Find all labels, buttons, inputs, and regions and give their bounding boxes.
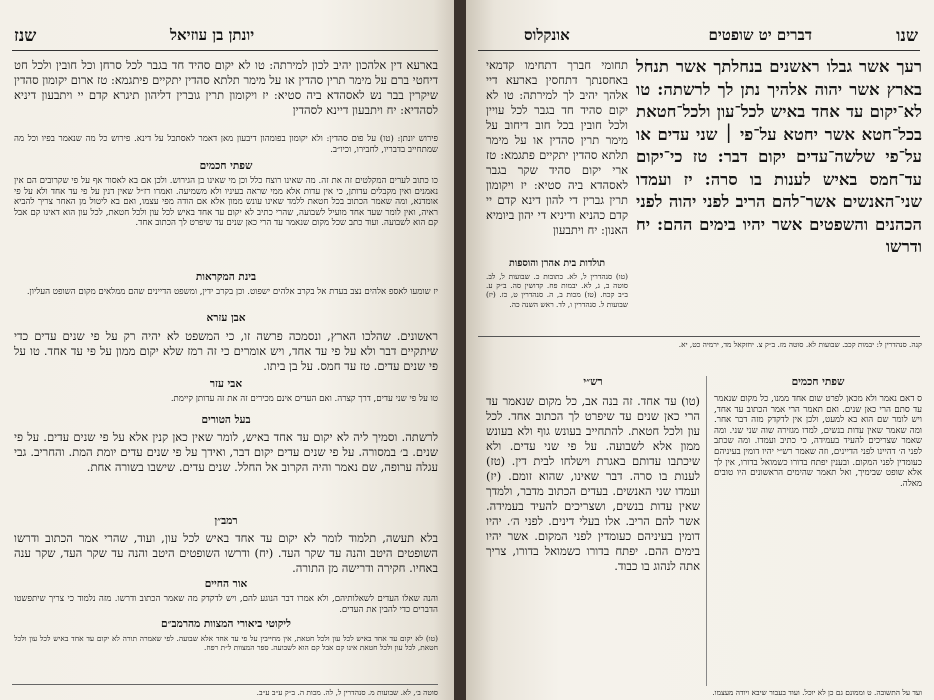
right-page (466, 0, 934, 700)
left-running-title: יונתן בן עוזיאל (170, 26, 255, 44)
likutei-text: (טו) לא יקום עד אחד באיש לכל עון ולכל חטאת, אין מחייבין על פי עד אחד אלא שבועה. לפי שאמרה תורה לא יקום עד אחד באיש לכל עון ולכל חטאת, לכל עון ולכל חטאת אינו קם אבל קם הוא לשבועה. ספר המצוות ל״ת רפח. (14, 634, 438, 653)
toldot-title: תולדות בית אהרן והוספות (508, 258, 606, 269)
header-rule (478, 50, 920, 51)
toldot-text: (טו) סנהדרין ל, לא. כתובות כ. שבועות ל, לב. סוטה ב, ג, לא. יבמות פח. קדושין סה. ב״ק ע. ב״ב קכח. (טז) מכות ב, ה. סנהדרין ט, כז. (יז) שבועות ל. סנהדרין ו, לד. ראש השנה כה. (486, 272, 628, 309)
left-page-number: שנז (14, 26, 37, 46)
left-page (0, 0, 456, 700)
onkelos-title: אונקלוס (524, 26, 570, 44)
binat-hamikraot-title: בינת המקראות (195, 271, 257, 283)
right-footer-text: ועד על התשובה. ט וממונם גם כן לא יוכל. ועוד בעבור שיבא ויודה מעצמו. (712, 688, 922, 697)
rashi-title: רש״י (583, 376, 603, 388)
avi-ezer-text: טו על פי שני עדים, דרך קצרה. ואם העדים אינם מכירים זה את זה עדותן קיימת. (170, 394, 438, 404)
baal-haturim-text: לרשתה. וסמיך ליה לא יקום עד אחד באיש, לומר שאין כאן קנין אלא על פי שנים עדים. על פי שנים. ב׳ במסורה. על פי שנים עדים יקום דבר, ואידך על פי שנים עדים יומת המת. והחריב. גבי עגלה ערופה, שם נאמר והיה הקרוב אל החלל. שנים עדים. שישבו בשורה אחת. (14, 430, 438, 474)
likutei-title: ליקוטי ביאורי המצוות מהרמב״ם (161, 618, 291, 630)
right-running-title: דברים יט שופטים (708, 26, 812, 44)
ramban-title: רמב״ן (214, 515, 238, 527)
or-hachaim-title: אור החיים (204, 578, 248, 590)
baal-haturim-title: בעל הטורים (201, 414, 251, 426)
even-ezra-text: ראשונים. שהלכו הארץ, ונסמכה פרשה זו, כי המשפט לא יהיה רק על פי שנים עדים כדי שיתקיים דבר ולא על פי עד אחד, ויש אומרים כי זה רמז שלא יקום ממון על פי עד אחד. טו על פי שנים עדים. טז עד חמס. על בן ביתו. (14, 329, 438, 373)
binat-hamikraot-text: יז שומעו לאספ אלהים נצב בעדת אל בקרב אלהים ישפוט. וכן בקרב ידין, ומשפט הדיינים שהם ממלאים מקום השופט העליון. (26, 287, 438, 297)
left-footer-text: סוטה ב׳, לא. שבועות מ. סנהדרין ל, לה. מכות ה. ב״ק ע״ב ע״ב. (256, 688, 438, 697)
sifsei-chachamim-text: כו כתוב לערים המקלטים זה את זה. מה שאינו רוצח כלל וכן מי שאינו בן הגירוש. ולכן אם בא לאסור אף על פי שקרובים הם אין נאמנים ואין מקבלים עדותן, כי אין עדות אלא ממי שראה בעיניו ולא משמיעה. ואמרו רז״ל שאין דנין על פי עד אחד ולא על פי אומדנא, ומה שאמר הכתוב בכל חטאת ללמד שאינו עונש ממון אלא אם הודה מפי עצמו, ואם בא ליטול מן האחר צריך להביא ראיה, ואין לומר שעד אחד מועיל לשבועה, שהרי כתיב לא יקום עד אחד באיש לכל עון ולכל חטאת, לכל עון הוא דאינו קם אבל קם הוא לשבועה. ועוד כתב שכל מקום שנאמר עד הרי כאן שנים עד שיפרט לך הכתוב אחד. (14, 176, 438, 229)
torah-text: רעך אשר גבלו ראשנים בנחלתך אשר תנחל בארץ אשר יהוה אלהיך נתן לך לרשתה: טו לא־יקום עד אחד באיש לכל־עון ולכל־חטאת בכל־חטא אשר יחטא על־פי ׀ שני עדים או על־פי שלשה־עדים יקום דבר: טז כי־יקום עד־חמס באיש לענות בו סרה: יז ועמדו שני־האנשים אשר־להם הריב לפני יהוה לפני הכהנים והשפטים אשר יהיו בימים ההם: יח ודרשו (636, 57, 922, 256)
rashi-text: (טו) עד אחד. זה בנה אב, כל מקום שנאמר עד הרי כאן שנים עד שיפרט לך הכתוב אחד. לכל עון ולכל חטאת. להתחייב בעונש גוף ולא בעונש ממון אלא לשבועה. על פי שני עדים. ולא שיכתבו עדותם באגרת וישלחו לבית דין. (טז) לענות בו סרה. דבר שאינו, שהוא זומם. (יז) ועמדו שני האנשים. בעדים הכתוב מדבר, ולמדך שאין עדות בנשים, ושצריכים להעיד בעמידה. אשר להם הריב. אלו בעלי דינים. לפני ה׳. יהיו דומין בעיניהם כעומדין לפני המקום. אשר יהיו בימים ההם. יפתח בדורו כשמואל בדורו, צריך אתה לנהוג בו כבוד. (486, 394, 700, 573)
footer-rule (12, 684, 438, 685)
right-page-number: שנו (896, 26, 918, 46)
sifsei-chachamim-text-right: ס דאם נאמר ולא מכאן לפרט שום אחד ממנו, כל מקום שנאמר עד סתם הרי כאן שנים. ואם תאמר הרי אמר הכתוב עד אחד, ויש לומר שם הוא בא למעט, ולכן אין לדקדק מזה דבר אחר. ומה שאמר שאין עדות בנשים, למדו מגזירה שוה שני שני. ומה שאמר שצריכים להעיד בעמידה, כי כתיב ועמדו. ומה שכתב לפני ה׳ דהיינו לפני הדיינים, וזה שאמר רש״י יהיו דומין בעיניהם כעומדין לפני המקום. ובענין יפתח בדורו כשמואל בדורו, אין לך אלא שופט שבימיך, ואל תאמר שהימים הראשונים היו טובים מאלה. (714, 394, 922, 489)
onkelos-text: תחומי חברך דתחימו קדמאי באחסנתך דתחסין בארעא דיי אלהך יהיב לך למירתה: טו לא יקום סהיד חד בגבר לכל עויין ולכל חובין בכל חוב דיחוב על מימר תרין סהדין או על מימר תלתא סהדין יתקיים פתגמא: טז ארי יקום סהיד שקר בגבר לאסהדא ביה סטיא: יז ויקומון תרין גברין די להון דינא קדם יי קדם כהניא ודיניא די יהון ביומיא האנון: יח ויתבעון (486, 58, 628, 237)
sifsei-chachamim-title-right: שפתי חכמים (791, 376, 845, 388)
column-divider (706, 376, 707, 686)
perush-yonatan-text: פירוש יונתן: (טו) על פום סהדין: ולא יקומון בפומהון דיבעון מאן דאמר לאסתכל על דינא. פירוש כל מה שנאמר בפיו וכל מה שמתחייב בדבריו, לחבירו, וכיו״ב. (14, 134, 438, 155)
targum-yonatan-text: בארעא דין אלהכון יהיב לכון למירתה: טו לא יקום סהיד חד בגבר לכל סרחן וכל חובין ולכל חט דיחטי ברם על מימר תרין סהדין או על מימר תלתא סהדין יתקיים פיתגמא: טז ארום יקומון סהדין שיקרין בבר נש לאסהדא ביה סטיא: יז ויקומון תרין גוברין דליהון תיגרא קדם יי ויתבעון דיניא לסהדיא: יח ויתבעון דיינא לסהדין (14, 58, 438, 117)
or-hachaim-text: והנה שאלו העדים לשאלותיהם, ולא אמרו דבר הנוגע להם, ויש לדקדק מה שאמר הכתוב ודרשו. מזה נלמוד כי צריך שיתפשטו הדברים כדי להבין את העדים. (14, 594, 438, 615)
avi-ezer-title: אבי עזר (209, 378, 243, 390)
ramban-text: בלא תעשה, תלמוד לומר לא יקום עד אחד באיש לכל עון, ועוד, שהרי אמר הכתוב ודרשו השופטים היטב והנה עד שקר העד. (יח) ודרשו השופטים היטב והנה עד שקר העד, שקר ענה באחיו. חקירה ודרישה מן התורה. (14, 531, 438, 575)
header-rule (12, 50, 438, 51)
even-ezra-title: אבן עזרא (206, 312, 246, 324)
sifsei-chachamim-title: שפתי חכמים (199, 160, 253, 172)
masoret-text: קנה. סנהדרין ל: יבמות קכב. שבועות לא. סוטה מז. ב״ק צ. יחזקאל מד, ירמיה כט, יא. (678, 340, 922, 349)
masoret-rule (478, 336, 920, 337)
